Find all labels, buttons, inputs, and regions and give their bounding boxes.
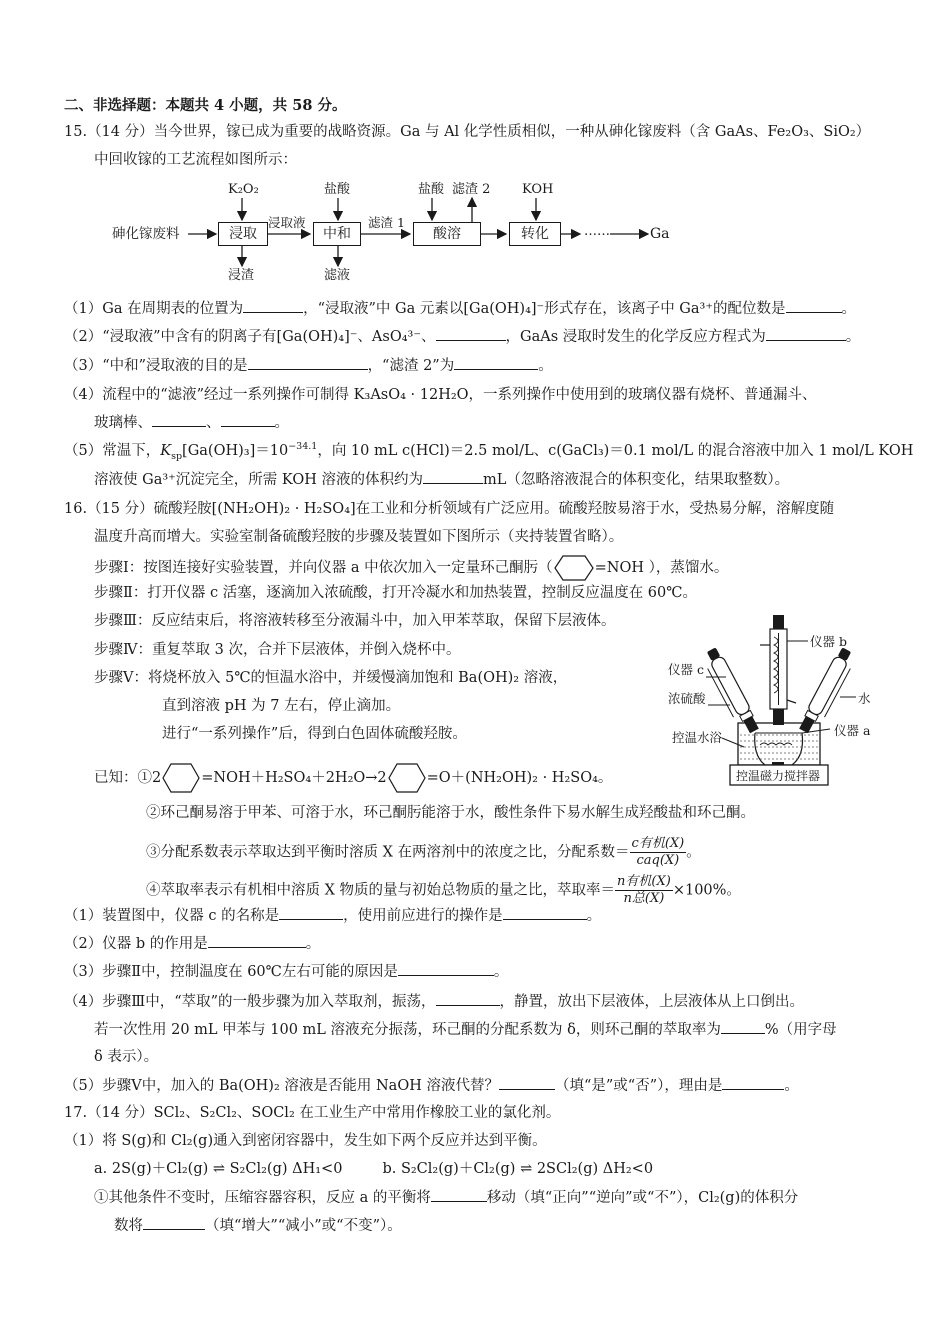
flow-input-hcl-2: 盐酸 <box>418 182 445 197</box>
q16-sub3: （3）步骤Ⅱ中，控制温度在 60℃左右可能的原因是 。 <box>64 961 508 982</box>
flow-start-label: 砷化镓废料 <box>112 226 180 242</box>
q15-sub5-line2: 溶液使 Ga³⁺沉淀完全，所需 KOH 溶液的体积约为 mL（忽略溶液混合的体积变化，结果取整数）。 <box>94 469 789 490</box>
q17-stem: 17.（14 分）SCl₂、S₂Cl₂、SOCl₂ 在工业生产中常用作橡胶工业的氯化剂。 <box>64 1105 561 1121</box>
answer-blank[interactable] <box>766 326 846 341</box>
q17-part1-line1: ①其他条件不变时，压缩容器容积，反应 a 的平衡将 移动（填“正向”“逆向”或“不”），Cl₂(g)的体积分 <box>94 1187 798 1208</box>
q16-step5-cont1: 直到溶液 pH 为 7 左右，停止滴加。 <box>162 698 401 714</box>
q16-step5-cont2: 进行“一系列操作”后，得到白色固体硫酸羟胺。 <box>162 726 467 742</box>
q17-points: （14 分） <box>87 1105 154 1121</box>
cyclohexane-ring-icon <box>553 555 595 581</box>
answer-blank[interactable] <box>722 1075 784 1090</box>
q16-known-4: ④萃取率表示有机相中溶质 X 物质的量与初始总物质的量之比，萃取率＝ $\frac{\text{n有机(X)}}{\text{n总(X)}}$ ×100%。 <box>146 874 741 906</box>
cyclohexanone-ring-icon <box>387 763 427 793</box>
flow-arrows <box>100 178 700 290</box>
flow-output-residue-2: 滤渣 2 <box>452 182 491 197</box>
q16-stem-line1: 16.（15 分）硫酸羟胺[(NH₂OH)₂ · H₂SO₄]在工业和分析领域有广泛应用。硫酸羟胺易溶于水，受热易分解，溶解度随 <box>64 501 835 517</box>
q15-sub2: （2）“浸取液”中含有的阴离子有[Ga(OH)₄]⁻、AsO₄³⁻、 ，GaAs 浸取时发生的化学反应方程式为 。 <box>64 326 860 347</box>
flow-end-ga: Ga <box>650 226 670 242</box>
answer-blank[interactable] <box>208 933 306 948</box>
q16-sub1: （1）装置图中，仪器 c 的名称是 ，使用前应进行的操作是 。 <box>64 905 601 926</box>
label-magnetic-stirrer: 控温磁力搅拌器 <box>736 769 821 783</box>
q16-step4: 步骤Ⅳ：重复萃取 3 次，合并下层液体，并倒入烧杯中。 <box>94 642 461 658</box>
answer-blank[interactable] <box>503 905 587 920</box>
answer-blank[interactable] <box>143 1215 205 1230</box>
q16-points: （15 分） <box>87 501 154 517</box>
answer-blank[interactable] <box>786 298 842 313</box>
label-instrument-a: 仪器 a <box>834 723 871 738</box>
label-water: 水 <box>858 691 871 706</box>
q15-number: 15. <box>64 124 88 140</box>
partition-coefficient-fraction: $\frac{\text{c有机(X)}}{\text{caq(X)}}$ <box>631 836 685 868</box>
q17-sub1: （1）将 S(g)和 Cl₂(g)通入到密闭容器中，发生如下两个反应并达到平衡。 <box>64 1133 547 1149</box>
q16-number: 16. <box>64 501 88 517</box>
q15-sub4-line1: （4）流程中的“滤液”经过一系列操作可制得 K₃AsO₄ · 12H₂O，一系列操作中使用到的玻璃仪器有烧杯、普通漏斗、 <box>64 387 817 403</box>
q16-known-3: ③分配系数表示萃取达到平衡时溶质 X 在两溶剂中的浓度之比，分配系数＝ $\frac{\text{c有机(X)}}{\text{caq(X)}}$ 。 <box>146 836 701 868</box>
q15-sub1: （1）Ga 在周期表的位置为 ，“浸取液”中 Ga 元素以[Ga(OH)₄]⁻形式存在，该离子中 Ga³⁺的配位数是 。 <box>64 298 856 319</box>
answer-blank[interactable] <box>279 905 343 920</box>
q16-known-2: ②环己酮易溶于甲苯、可溶于水，环己酮肟能溶于水，酸性条件下易水解生成羟酸盐和环己酮。 <box>146 805 755 821</box>
answer-blank[interactable] <box>499 1075 555 1090</box>
q16-step3: 步骤Ⅲ：反应结束后，将溶液转移至分液漏斗中，加入甲苯萃取，保留下层液体。 <box>94 613 616 629</box>
q16-sub2: （2）仪器 b 的作用是 。 <box>64 933 320 954</box>
reaction-a: a. 2S(g)＋Cl₂(g) ⇌ S₂Cl₂(g) ΔH₁<0 <box>94 1161 343 1177</box>
flow-output-leach-residue: 浸渣 <box>228 268 255 283</box>
q16-step5: 步骤Ⅴ：将烧杯放入 5℃的恒温水浴中，并缓慢滴加饱和 Ba(OH)₂ 溶液， <box>94 670 568 686</box>
answer-blank[interactable] <box>398 961 494 976</box>
q16-step1: 步骤Ⅰ：按图连接好实验装置，并向仪器 a 中依次加入一定量环己酮肟（ =NOH ），蒸馏水。 <box>94 555 728 581</box>
answer-blank[interactable] <box>436 326 506 341</box>
answer-blank[interactable] <box>152 412 206 427</box>
flow-box-neutralization: 中和 <box>313 222 361 246</box>
extraction-rate-fraction: $\frac{\text{n有机(X)}}{\text{n总(X)}}$ <box>617 874 671 906</box>
answer-blank[interactable] <box>721 1019 765 1034</box>
q15-sub4-line2: 玻璃棒、 、 。 <box>94 412 289 433</box>
q15-points: （14 分） <box>87 124 154 140</box>
q15-process-flow-diagram <box>100 178 700 290</box>
flow-input-koh: KOH <box>522 182 554 197</box>
q17-part1-line2: 数将 （填“增大”“减小”或“不变”）。 <box>114 1215 402 1236</box>
q16-step2: 步骤Ⅱ：打开仪器 c 活塞，逐滴加入浓硫酸，打开冷凝水和加热装置，控制反应温度在 60℃。 <box>94 585 697 601</box>
q17-number: 17. <box>64 1105 88 1121</box>
label-conc-sulfuric-acid: 浓硫酸 <box>668 691 706 706</box>
flow-input-hcl-1: 盐酸 <box>324 182 351 197</box>
label-instrument-c: 仪器 c <box>668 662 704 677</box>
flow-input-k2o2: K₂O₂ <box>228 182 259 197</box>
flow-dots: …… <box>584 224 610 239</box>
flow-box-acid-dissolution: 酸溶 <box>413 222 481 246</box>
q16-sub4-line3: δ 表示）。 <box>94 1049 159 1065</box>
q15-stem-line1: 15.（14 分）当今世界，镓已成为重要的战略资源。Ga 与 Al 化学性质相似，一种从砷化镓废料（含 GaAs、Fe₂O₃、SiO₂） <box>64 124 871 140</box>
q16-known-1: 已知：①2 =NOH＋H₂SO₄＋2H₂O→2 =O＋(NH₂OH)₂ · H₂SO₄。 <box>94 763 612 793</box>
answer-blank[interactable] <box>243 298 303 313</box>
flow-box-leaching: 浸取 <box>218 222 268 246</box>
answer-blank[interactable] <box>431 1187 487 1202</box>
section-header: 二、非选择题：本题共 4 小题，共 58 分。 <box>64 97 347 114</box>
flow-link-leachate: 浸取液 <box>268 215 306 230</box>
flow-link-residue-1: 滤渣 1 <box>368 215 405 230</box>
q15-sub5-line1: （5）常温下，$K_{sp}[Ga(OH)_3]=10^{-34.1}$，向 10 mL c(HCl)＝2.5 mol/L、c(GaCl₃)＝0.1 mol/L 的混合溶液中加入 1 mol/L KOH <box>64 441 914 462</box>
q16-sub5: （5）步骤Ⅴ中，加入的 Ba(OH)₂ 溶液是否能用 NaOH 溶液代替？ （填“是”或“否”），理由是 。 <box>64 1075 799 1096</box>
label-water-bath: 控温水浴 <box>672 730 723 745</box>
q16-apparatus-diagram <box>660 605 900 790</box>
reaction-b: b. S₂Cl₂(g)＋Cl₂(g) ⇌ 2SCl₂(g) ΔH₂<0 <box>382 1161 654 1177</box>
flow-output-filtrate: 滤液 <box>324 268 351 283</box>
cyclohexanone-oxime-ring-icon <box>161 763 201 793</box>
q15-sub3: （3）“中和”浸取液的目的是 ，“滤渣 2”为 。 <box>64 355 553 376</box>
q16-sub4-line2: 若一次性用 20 mL 甲苯与 100 mL 溶液充分振荡，环己酮的分配系数为 δ，则环己酮的萃取率为 %（用字母 <box>94 1019 837 1040</box>
answer-blank[interactable] <box>423 469 483 484</box>
q16-sub4-line1: （4）步骤Ⅲ中，“萃取”的一般步骤为加入萃取剂，振荡， ，静置，放出下层液体，上层液体从上口倒出。 <box>64 991 804 1012</box>
answer-blank[interactable] <box>221 412 275 427</box>
q16-stem-line2: 温度升高而增大。实验室制备硫酸羟胺的步骤及装置如下图所示（夹持装置省略）。 <box>94 529 624 545</box>
answer-blank[interactable] <box>454 355 538 370</box>
answer-blank[interactable] <box>248 355 368 370</box>
flow-box-conversion: 转化 <box>509 222 561 246</box>
answer-blank[interactable] <box>436 991 500 1006</box>
q17-reactions <box>94 1159 653 1179</box>
label-instrument-b: 仪器 b <box>810 634 847 649</box>
q15-stem-line2: 中回收镓的工艺流程如图所示： <box>94 152 297 168</box>
